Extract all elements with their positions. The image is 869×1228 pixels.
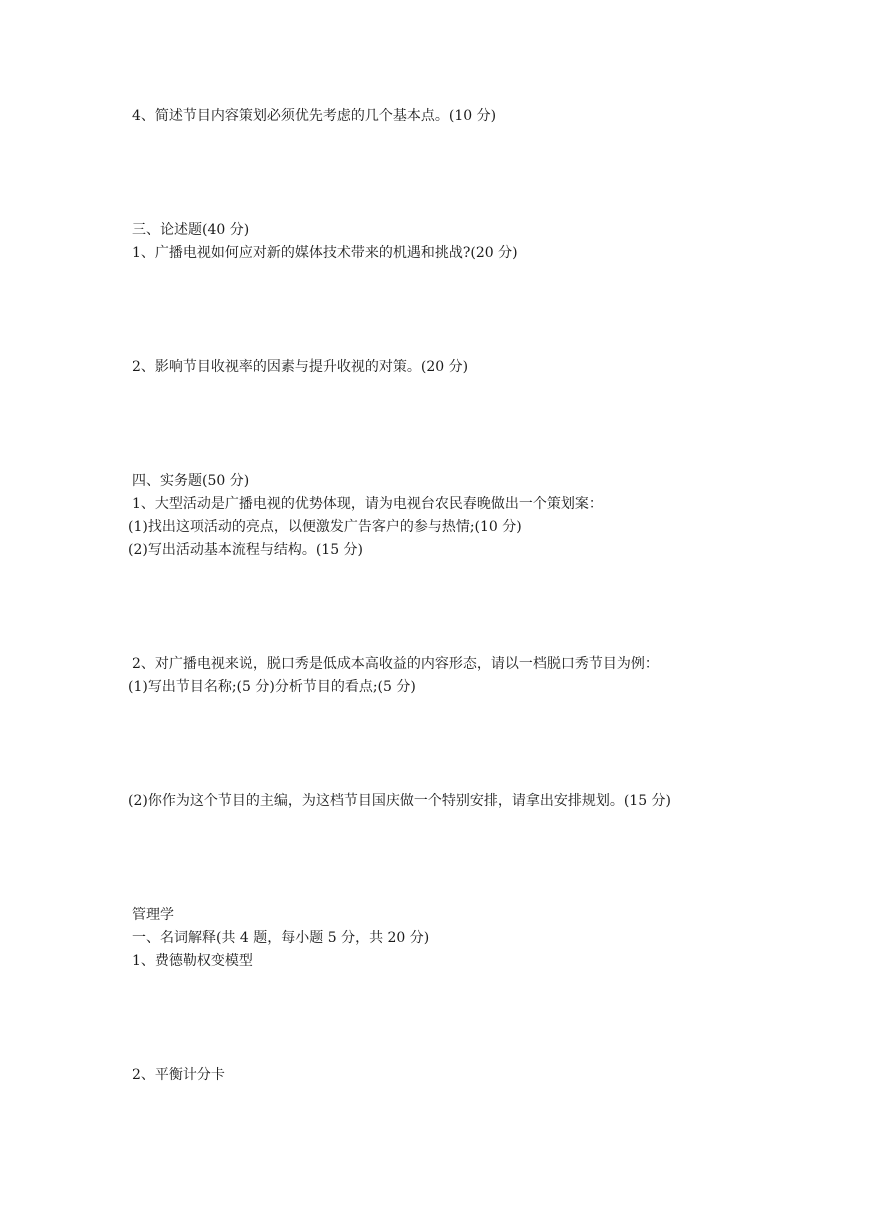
section-4-question-1-part-2: (2)写出活动基本流程与结构。(15 分) <box>128 542 364 558</box>
management-term-1: 1、费德勒权变模型 <box>132 953 253 969</box>
section-4-question-1: 1、大型活动是广播电视的优势体现，请为电视台农民春晚做出一个策划案： <box>132 496 603 512</box>
management-section-1-heading: 一、名词解释(共 4 题，每小题 5 分，共 20 分) <box>132 930 430 946</box>
section-4-question-2-part-1: (1)写出节目名称;(5 分)分析节目的看点;(5 分) <box>128 679 416 695</box>
subject-title-management: 管理学 <box>132 907 174 923</box>
section-4-question-2-part-2: (2)你作为这个节目的主编，为这档节目国庆做一个特别安排，请拿出安排规划。(15 分) <box>128 793 672 809</box>
section-4-question-1-part-1: (1)找出这项活动的亮点，以便激发广告客户的参与热情;(10 分) <box>128 519 522 535</box>
section-4-question-2: 2、对广播电视来说，脱口秀是低成本高收益的内容形态，请以一档脱口秀节目为例： <box>132 656 659 672</box>
section-4-heading: 四、实务题(50 分) <box>132 473 250 489</box>
section-3-question-1: 1、广播电视如何应对新的媒体技术带来的机遇和挑战?(20 分) <box>132 245 518 261</box>
question-4-content-planning: 4、简述节目内容策划必须优先考虑的几个基本点。(10 分) <box>132 108 497 124</box>
section-3-heading: 三、论述题(40 分) <box>132 222 250 238</box>
management-term-2: 2、平衡计分卡 <box>132 1067 225 1083</box>
section-3-question-2: 2、影响节目收视率的因素与提升收视的对策。(20 分) <box>132 359 469 375</box>
